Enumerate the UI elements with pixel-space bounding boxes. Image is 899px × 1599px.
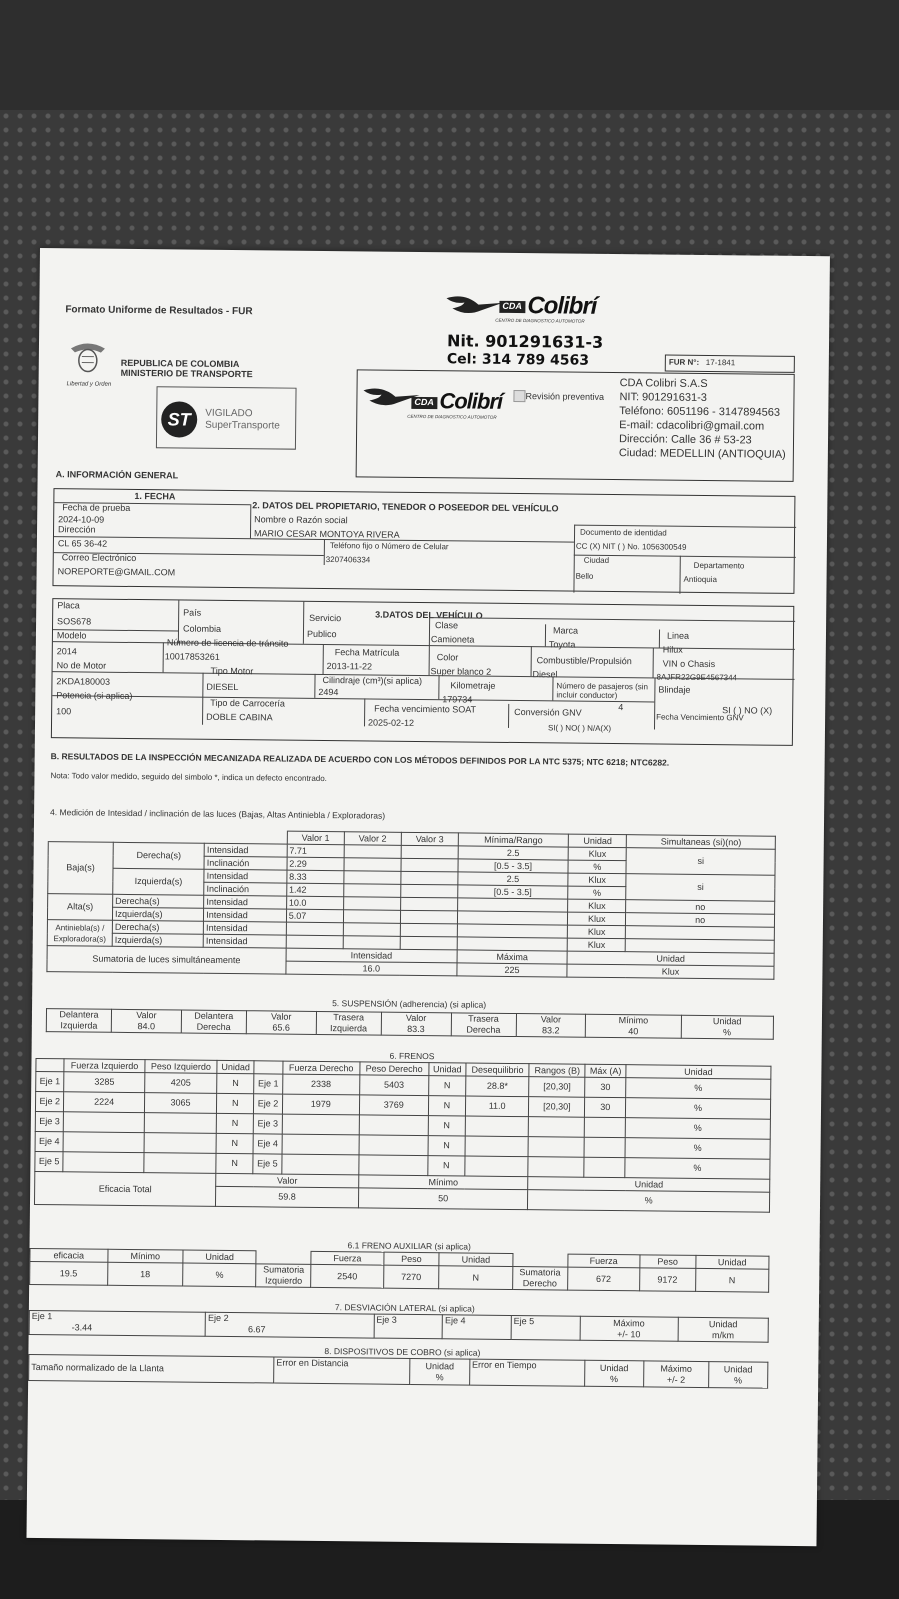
antiniebla-label: Antiniebla(s) / Exploradora(s): [47, 920, 112, 947]
light-value: 5.07: [286, 909, 343, 923]
general-info-box: [52, 488, 795, 594]
light-unit: Klux: [568, 912, 626, 926]
image-placeholder-icon: [513, 390, 525, 402]
unidad-value: %: [183, 1263, 257, 1287]
freno-unit: %: [625, 1098, 770, 1120]
section-b-title: B. RESULTADOS DE LA INSPECCIÓN MECANIZADA REALIZADA DE ACUERDO CON LOS MÉTODOS DEFINIDOS POR LA NTC 5375; NTC 6218; NTC6282.: [50, 751, 670, 768]
col-header: Mínima/Rango: [458, 833, 568, 847]
izquierda-label: Izquierda(s): [113, 868, 204, 895]
baja-label: Baja(s): [48, 842, 114, 895]
vigilado-label: VIGILADO: [205, 407, 253, 420]
col-header: Fuerza Derecho: [283, 1061, 360, 1075]
rango-value: [20,30]: [529, 1097, 585, 1118]
company-line: Dirección: Calle 36 # 53-23: [618, 433, 752, 447]
matricula-value: 2013-11-22: [326, 661, 373, 672]
coat-of-arms-icon: [67, 338, 109, 376]
intensidad-label: Intensidad: [203, 934, 286, 948]
unidad-label: Unidad: [708, 1318, 738, 1329]
light-value: 2.29: [287, 857, 344, 871]
brand-name: Colibrí: [527, 292, 597, 320]
simultaneas-value: si: [626, 848, 775, 876]
modelo-value: 2014: [56, 646, 77, 657]
placa-value: SOS678: [57, 616, 92, 627]
cel-handwritten: Cel: 314 789 4563: [446, 351, 590, 369]
col-header: Unidad: [429, 1063, 466, 1076]
col-header: Valor 2: [344, 832, 401, 846]
motor-label: No de Motor: [56, 660, 107, 671]
freno-unit: N: [428, 1076, 465, 1096]
pais-value: Colombia: [182, 623, 222, 634]
col-header: Valor 1: [287, 831, 344, 845]
freno-value: 3285: [64, 1072, 145, 1093]
derecha-label: Derecha(s): [112, 920, 203, 934]
intensidad-label: Intensidad: [204, 843, 287, 857]
valor-label: Valor: [405, 1012, 427, 1024]
company-line: Teléfono: 6051196 - 3147894563: [619, 405, 781, 419]
cda-badge: CDA: [411, 397, 437, 409]
color-label: Color: [436, 652, 459, 663]
vin-value: 8AJFR22G9E4567344: [656, 672, 738, 683]
suspension-label: Trasera Derecha: [451, 1013, 516, 1037]
pasajeros-value: 4: [618, 702, 624, 713]
sum-izq-label: Sumatoria Izquierdo: [256, 1264, 311, 1288]
sum-izq-unit: N: [439, 1266, 513, 1290]
brand-name: Colibrí: [439, 388, 503, 414]
freno-unit: %: [626, 1078, 771, 1100]
suspension-label: Trasera Izquierda: [316, 1011, 381, 1035]
rango-value: [20,30]: [529, 1077, 585, 1098]
eficacia-label: eficacia: [30, 1248, 108, 1262]
eje-label: Eje 2: [35, 1092, 64, 1112]
vehicle-info-box: [51, 598, 794, 746]
nombre-label: Nombre o Razón social: [254, 514, 348, 526]
potencia-label: Potencia (si aplica): [56, 690, 133, 701]
suspension-value: 83.2: [541, 1025, 560, 1036]
llanta-label: Tamaño normalizado de la Llanta: [29, 1354, 274, 1383]
freno-aux-title: 6.1 FRENO AUXILIAR (si aplica): [347, 1240, 471, 1252]
nombre-value: MARIO CESAR MONTOYA RIVERA: [253, 528, 400, 540]
freno-unit: %: [625, 1118, 770, 1140]
sum-intensidad-value: 16.0: [286, 961, 457, 976]
eje-label: Eje 3: [254, 1114, 283, 1134]
blindaje-label: Blindaje: [658, 684, 691, 695]
unidad-label: Unidad: [695, 1255, 769, 1269]
valor-label: Valor: [271, 1011, 292, 1022]
owner-title: 2. DATOS DEL PROPIETARIO, TENEDOR O POSEEDOR DEL VEHÍCULO: [252, 500, 559, 514]
correo-value: NOREPORTE@GMAIL.COM: [57, 566, 176, 578]
tiempo-label: Error en Tiempo: [469, 1359, 584, 1386]
fecha-prueba-value: 2024-10-09: [58, 514, 105, 525]
sum-izq-peso: 7270: [383, 1265, 439, 1289]
unidad-label: Unidad: [183, 1250, 256, 1264]
section-b-note: Nota: Todo valor medido, seguido del simbolo *, indica un defecto encontrado.: [50, 771, 327, 784]
unidad-value: m/km: [711, 1329, 735, 1340]
eje-label: Eje 1: [36, 1072, 65, 1092]
maximo-value: +/- 2: [666, 1374, 686, 1385]
suspension-table: [46, 1008, 774, 1040]
fur-document: [26, 248, 829, 1546]
freno-value: 4205: [145, 1073, 217, 1094]
freno-value: 3065: [144, 1093, 216, 1114]
fur-number-box: [665, 355, 795, 373]
col-header: Peso Izquierdo: [145, 1060, 217, 1074]
freno-value: 1979: [282, 1094, 359, 1115]
sum-unit-value: Klux: [567, 964, 774, 979]
brand-subtitle: CENTRO DE DIAGNOSTICO AUTOMOTOR: [495, 317, 585, 324]
freno-unit: N: [217, 1073, 254, 1093]
sum-der-fuerza: 672: [567, 1267, 639, 1291]
km-value: 179734: [442, 694, 473, 705]
depto-value: Antioquia: [683, 574, 717, 585]
desequilibrio-value: 11.0: [465, 1096, 529, 1117]
unidad-label: Unidad: [439, 1253, 512, 1267]
light-min: [0.5 - 3.5]: [458, 859, 568, 873]
eficacia-total-label: Eficacia Total: [34, 1171, 215, 1206]
freno-unit: N: [216, 1113, 253, 1133]
soat-label: Fecha vencimiento SOAT: [374, 703, 477, 715]
eje-label: Eje 5: [511, 1315, 580, 1340]
motto: Libertad y Orden: [66, 381, 112, 388]
suspension-value: 84.0: [137, 1021, 156, 1032]
pasajeros-label: Número de pasajeros (sin incluir conductor): [556, 681, 649, 700]
eje-label: Eje 1: [254, 1074, 283, 1094]
linea-value: Hilux: [662, 644, 683, 655]
sum-max-value: 225: [457, 963, 567, 977]
eje-label: Eje 2: [254, 1094, 283, 1114]
clase-value: Camioneta: [430, 634, 475, 645]
gnv-value: SI( ) NO( ) N/A(X): [547, 723, 612, 734]
matricula-label: Fecha Matrícula: [334, 647, 400, 658]
desequilibrio-value: 28.8*: [466, 1076, 530, 1097]
light-value: 7.71: [287, 844, 344, 858]
suspension-value: 83.3: [407, 1023, 425, 1035]
unidad-label: Unidad: [712, 1016, 742, 1027]
col-header: Unidad: [626, 1065, 771, 1080]
max-value: 30: [585, 1097, 626, 1117]
cda-info-box: [356, 369, 795, 482]
izquierda-label: Izquierda(s): [112, 933, 203, 947]
freno-unit: %: [625, 1138, 770, 1160]
freno-aux-table: [29, 1248, 769, 1293]
intensidad-label: Intensidad: [204, 908, 287, 922]
eje-label: Eje 4: [35, 1131, 64, 1151]
col-header: Rangos (B): [529, 1064, 585, 1078]
inclinacion-label: Inclinación: [204, 856, 287, 870]
lights-table: [46, 828, 775, 980]
unidad-value: %: [723, 1027, 732, 1038]
frenos-title: 6. FRENOS: [389, 1050, 435, 1062]
valor-label: Valor: [136, 1010, 157, 1021]
freno-unit: N: [428, 1116, 465, 1136]
sum-label: Sumatoria de luces simultáneamente: [47, 946, 286, 974]
col-header: Valor 3: [401, 832, 458, 846]
light-unit: %: [568, 860, 626, 874]
eficacia-unidad: %: [528, 1190, 770, 1213]
light-unit: Klux: [568, 899, 626, 913]
light-unit: Klux: [568, 847, 626, 861]
peso-label: Peso: [383, 1252, 439, 1266]
minimo-label: Mínimo: [108, 1249, 184, 1263]
colibri-bird-icon: [444, 290, 504, 321]
col-header: Fuerza Izquierdo: [64, 1059, 145, 1073]
max-value: 30: [585, 1077, 626, 1097]
fuerza-label: Fuerza: [311, 1251, 383, 1265]
freno-value: 2338: [282, 1074, 359, 1095]
doc-value: CC (X) NIT ( ) No. 1056300549: [575, 541, 687, 552]
cilindraje-value: 2494: [318, 686, 339, 698]
light-value: 8.33: [287, 870, 344, 884]
desviacion-value: -3.44: [71, 1322, 93, 1333]
combustible-label: Combustible/Propulsión: [536, 655, 632, 667]
eficacia-valor: 59.8: [216, 1186, 359, 1207]
intensidad-label: Intensidad: [204, 869, 287, 883]
pais-label: País: [183, 607, 202, 618]
light-value: 1.42: [286, 883, 343, 897]
vin-label: VIN o Chasis: [662, 658, 716, 670]
vigilado-logo: [156, 386, 297, 449]
desviacion-value: 6.67: [247, 1324, 266, 1335]
potencia-value: 100: [56, 706, 72, 717]
ministry-label: MINISTERIO DE TRANSPORTE: [120, 367, 253, 380]
cilindraje-label: Cilindraje (cm³)(si aplica): [322, 674, 423, 687]
intensidad-label: Intensidad: [204, 921, 287, 935]
fecha-title: 1. FECHA: [134, 491, 176, 502]
freno-unit: N: [428, 1096, 465, 1116]
light-min: [0.5 - 3.5]: [458, 885, 568, 899]
unidad-label: Unidad: [723, 1363, 753, 1375]
km-label: Kilometraje: [450, 680, 496, 691]
company-line: CDA Colibri S.A.S: [619, 377, 708, 390]
light-unit: %: [568, 886, 626, 900]
fecha-prueba-label: Fecha de prueba: [62, 502, 131, 513]
section-a-title: A. INFORMACIÓN GENERAL: [55, 469, 179, 481]
form-title: Formato Uniforme de Resultados - FUR: [65, 304, 253, 318]
maximo-value: +/- 10: [617, 1328, 641, 1339]
tipo-motor-label: Tipo Motor: [210, 665, 254, 677]
maximo-label: Máximo: [660, 1363, 692, 1374]
freno-value: 3769: [359, 1095, 428, 1116]
sum-max-label: Máxima: [457, 950, 567, 964]
distancia-label: Error en Distancia: [274, 1357, 411, 1384]
freno-unit: N: [216, 1153, 253, 1173]
marca-label: Marca: [552, 625, 579, 636]
col-header: Simultaneas (si)(no): [627, 835, 776, 850]
blindaje-value: SI ( ) NO (X): [722, 705, 773, 716]
light-unit: Klux: [568, 873, 626, 887]
sum-der-unit: N: [695, 1268, 769, 1292]
servicio-label: Servicio: [309, 612, 342, 624]
supertransporte-label: SuperTransporte: [205, 419, 280, 432]
eje-label: Eje 4: [442, 1315, 511, 1340]
sum-unit-label: Unidad: [567, 951, 774, 966]
minimo-value: 40: [628, 1026, 639, 1037]
sum-izq-fuerza: 2540: [311, 1264, 383, 1288]
freno-value: 5403: [359, 1075, 428, 1096]
cda-badge: CDA: [499, 301, 525, 313]
valor-label: Valor: [216, 1173, 359, 1187]
desviacion-table: [29, 1310, 769, 1343]
suspension-label: Delantera Derecha: [181, 1010, 246, 1034]
cobro-title: 8. DISPOSITIVOS DE COBRO (si aplica): [324, 1346, 481, 1358]
ciudad-label: Ciudad: [583, 555, 610, 565]
freno-unit: N: [216, 1133, 253, 1153]
correo-label: Correo Electrónico: [61, 552, 137, 564]
company-line: E-mail: cdacolibri@gmail.com: [619, 419, 765, 433]
fuerza-label: Fuerza: [568, 1254, 640, 1268]
col-header: Máx (A): [585, 1064, 626, 1077]
eje-label: Eje 2: [208, 1312, 229, 1324]
unidad-label: Unidad: [425, 1360, 455, 1371]
eje-label: Eje 5: [253, 1154, 282, 1174]
simultaneas-value: no: [626, 900, 775, 915]
frenos-table: [34, 1058, 771, 1213]
freno-unit: N: [217, 1093, 254, 1113]
suspension-value: 65.6: [272, 1022, 290, 1033]
col-header: Peso Derecho: [360, 1062, 429, 1076]
sum-der-label: Sumatoria Derecho: [512, 1267, 567, 1291]
republic-label: REPUBLICA DE COLOMBIA: [120, 357, 240, 370]
lights-title: 4. Medición de Intesidad / inclinación de las luces (Bajas, Altas Antiniebla / Exploradoras): [50, 807, 386, 821]
placa-label: Placa: [57, 600, 80, 611]
light-unit: Klux: [567, 925, 625, 939]
light-unit: Klux: [567, 938, 625, 952]
simultaneas-value: no: [626, 913, 775, 928]
suspension-label: Delantera Izquierda: [46, 1009, 111, 1033]
izquierda-label: Izquierda(s): [112, 907, 203, 921]
linea-label: Linea: [666, 630, 690, 641]
company-line: Ciudad: MEDELLIN (ANTIOQUIA): [618, 447, 786, 461]
gnv-label: Conversión GNV: [514, 706, 582, 718]
fur-number: 17-1841: [705, 357, 736, 368]
eficacia-minimo: 50: [358, 1188, 528, 1210]
derecha-label: Derecha(s): [113, 894, 204, 908]
inclinacion-label: Inclinación: [204, 882, 287, 896]
unidad-value: %: [733, 1374, 743, 1385]
marca-value: Toyota: [548, 639, 576, 650]
unidad-label: Unidad: [599, 1362, 629, 1373]
desviacion-title: 7. DESVIACIÓN LATERAL (si aplica): [334, 1302, 475, 1314]
minimo-label: Mínimo: [618, 1015, 649, 1026]
brand-subtitle: CENTRO DE DIAGNOSTICO AUTOMOTOR: [407, 413, 497, 420]
soat-value: 2025-02-12: [367, 717, 415, 728]
direccion-value: CL 65 36-42: [57, 538, 108, 549]
color-value: Super blanco 2: [430, 666, 492, 677]
depto-label: Departamento: [693, 560, 745, 571]
suspension-title: 5. SUSPENSIÓN (adherencia) (si aplica): [332, 998, 487, 1010]
combustible-value: Diesel: [532, 669, 558, 680]
simultaneas-value: si: [626, 874, 775, 902]
vehicle-title: 3.DATOS DEL VEHÍCULO: [375, 609, 483, 621]
eje-label: Eje 4: [253, 1134, 282, 1154]
nit-handwritten: Nit. 901291631-3: [446, 331, 604, 352]
col-header: Desequilibrio: [466, 1063, 529, 1077]
derecha-label: Derecha(s): [113, 842, 204, 869]
clase-label: Clase: [435, 620, 459, 631]
telefono-value: 3207406334: [325, 555, 371, 565]
unidad-value: %: [435, 1371, 444, 1382]
company-line: NIT: 901291631-3: [619, 391, 707, 404]
eficacia-value: 19.5: [30, 1261, 108, 1285]
eje-label: Eje 5: [35, 1151, 64, 1171]
servicio-value: Publico: [306, 628, 337, 640]
motor-value: 2KDA180003: [56, 676, 111, 687]
licencia-value: 10017853261: [164, 651, 220, 662]
revision-label: Revisión preventiva: [525, 391, 605, 402]
eje-label: Eje 3: [374, 1314, 443, 1339]
freno-unit: N: [428, 1156, 465, 1176]
doc-label: Documento de identidad: [580, 527, 667, 538]
light-value: 10.0: [286, 896, 343, 910]
modelo-label: Modelo: [56, 630, 87, 641]
licencia-label: Número de licencia de tránsito: [166, 637, 289, 649]
col-header: Unidad: [568, 834, 626, 848]
intensidad-label: Intensidad: [204, 895, 287, 909]
valor-label: Valor: [540, 1014, 562, 1025]
sum-intensidad-label: Intensidad: [286, 948, 457, 963]
cobro-table: [28, 1354, 768, 1389]
minimo-value: 18: [107, 1262, 183, 1286]
fur-label: FUR N°:: [668, 357, 700, 367]
telefono-label: Teléfono fijo o Número de Celular: [329, 541, 449, 552]
tipo-motor-value: DIESEL: [206, 681, 239, 693]
gnv-venc-label: Fecha Vencimiento GNV: [656, 712, 744, 723]
eje-label: Eje 1: [31, 1310, 53, 1322]
unidad-value: %: [609, 1373, 619, 1384]
freno-unit: %: [625, 1158, 770, 1180]
col-header: Unidad: [217, 1060, 254, 1073]
unidad-label: Unidad: [528, 1177, 770, 1193]
freno-unit: N: [428, 1136, 465, 1156]
minimo-label: Mínimo: [359, 1175, 529, 1190]
sum-der-peso: 9172: [639, 1268, 695, 1292]
st-logo-icon: ST: [161, 401, 197, 437]
ciudad-value: Bello: [575, 571, 594, 581]
eje-label: Eje 3: [35, 1111, 64, 1131]
light-min: 2.5: [458, 872, 568, 886]
freno-value: 2224: [64, 1092, 145, 1113]
alta-label: Alta(s): [47, 894, 112, 921]
direccion-label: Dirección: [58, 524, 96, 535]
light-min: 2.5: [458, 846, 568, 860]
carroceria-value: DOBLE CABINA: [206, 711, 273, 723]
maximo-label: Máximo: [613, 1317, 645, 1328]
peso-label: Peso: [640, 1255, 696, 1269]
carroceria-label: Tipo de Carrocería: [210, 697, 285, 709]
